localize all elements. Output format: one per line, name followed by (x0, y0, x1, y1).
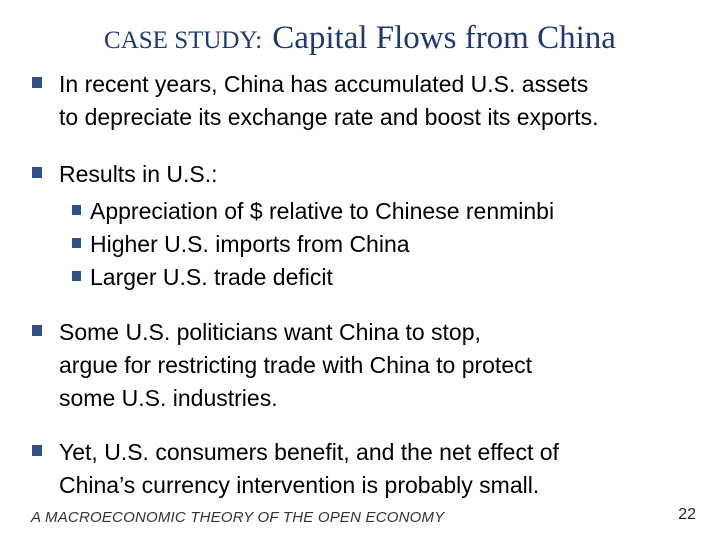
bullet-item (32, 158, 702, 191)
sub-bullet-list (32, 195, 702, 294)
square-bullet-icon (32, 167, 42, 178)
bullet-line: Some U.S. politicians want China to stop, (59, 319, 481, 345)
square-bullet-icon (72, 271, 81, 281)
bullet-list (32, 68, 702, 502)
sub-bullet-text: Larger U.S. trade deficit (90, 264, 333, 290)
sub-bullet-text: Higher U.S. imports from China (90, 231, 410, 257)
bullet-line: Yet, U.S. consumers benefit, and the net effect of (59, 439, 559, 465)
bullet-line: China’s currency intervention is probably small. (59, 472, 540, 498)
bullet-line: some U.S. industries. (59, 385, 278, 411)
square-bullet-icon (32, 325, 42, 336)
slide-title (0, 20, 720, 57)
page-number: 22 (678, 506, 696, 523)
bullet-line: to depreciate its exchange rate and boost its exports. (59, 104, 599, 130)
sub-bullet-item (32, 195, 702, 228)
square-bullet-icon (72, 205, 81, 215)
footer-text: A MACROECONOMIC THEORY OF THE OPEN ECONOMY (31, 509, 445, 526)
bullet-line: In recent years, China has accumulated U.S. assets (59, 71, 589, 97)
bullet-line: Results in U.S.: (59, 161, 218, 187)
title-main: Capital Flows from China (272, 20, 616, 56)
bullet-item (32, 436, 702, 502)
sub-bullet-text: Appreciation of $ relative to Chinese renminbi (90, 198, 555, 224)
square-bullet-icon (32, 445, 42, 456)
bullet-item (32, 68, 702, 134)
sub-bullet-item (32, 261, 702, 294)
square-bullet-icon (72, 238, 81, 248)
case-study-label: CASE STUDY: (104, 27, 263, 54)
bullet-line: argue for restricting trade with China to protect (59, 352, 533, 378)
bullet-item (32, 316, 702, 415)
square-bullet-icon (32, 77, 42, 88)
sub-bullet-item (32, 228, 702, 261)
